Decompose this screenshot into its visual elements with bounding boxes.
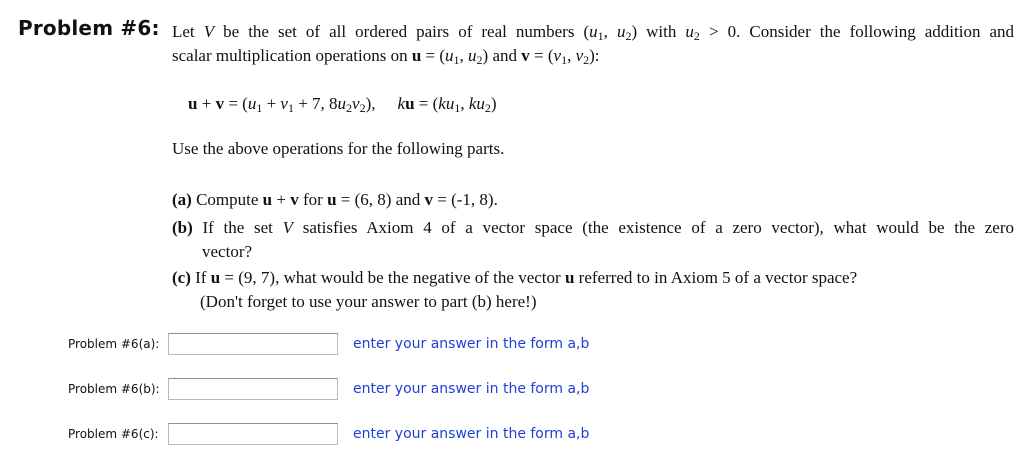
part-a-text: (a) Compute u + v for u = (6, 8) and v = (-1, 8). — [172, 190, 498, 209]
answer-hint-c: enter your answer in the form a,b — [353, 426, 590, 442]
answer-input-c[interactable] — [168, 423, 338, 445]
answer-label-c: Problem #6(c): — [68, 427, 159, 441]
answer-input-a[interactable] — [168, 333, 338, 355]
intro-line-2: scalar multiplication operations on $u = (u_1$, $u_2$) and $v = (v_1$, $v_2$): — [172, 46, 600, 67]
answer-input-b[interactable] — [168, 378, 338, 400]
answer-row-c — [68, 421, 589, 447]
answer-label-b: Problem #6(b): — [68, 382, 160, 396]
answer-row-b — [68, 376, 589, 402]
answer-hint-b: enter your answer in the form a,b — [353, 381, 590, 397]
part-c-text: (c) If u = (9, 7), what would be the negative of the vector u referred to in Axiom 5 of a vector space? (Don't forget to use your answer to part (b) here!) — [172, 268, 858, 311]
answer-row-a — [68, 331, 589, 357]
operations-definition: $u + v = (u_1 + v_1 + 7$, $8u_2v_2$), ku = ($ku_1$, $ku_2$) — [188, 94, 497, 115]
answer-label-a: Problem #6(a): — [68, 337, 160, 351]
instructions-text: Use the above operations for the following parts. — [172, 139, 505, 158]
problem-title: Problem #6: — [18, 16, 160, 40]
answer-hint-a: enter your answer in the form a,b — [353, 336, 590, 352]
intro-line-1: Let V be the set of all ordered pairs of real numbers ($u_1$, $u_2$) with $u_2 > 0$. Consider the following addition and — [172, 22, 1015, 43]
part-b-text: (b) If the set V satisfies Axiom 4 of a vector space (the existence of a zero vector), what would be the zero vector? — [172, 218, 1014, 261]
problem-intro — [172, 20, 1014, 68]
